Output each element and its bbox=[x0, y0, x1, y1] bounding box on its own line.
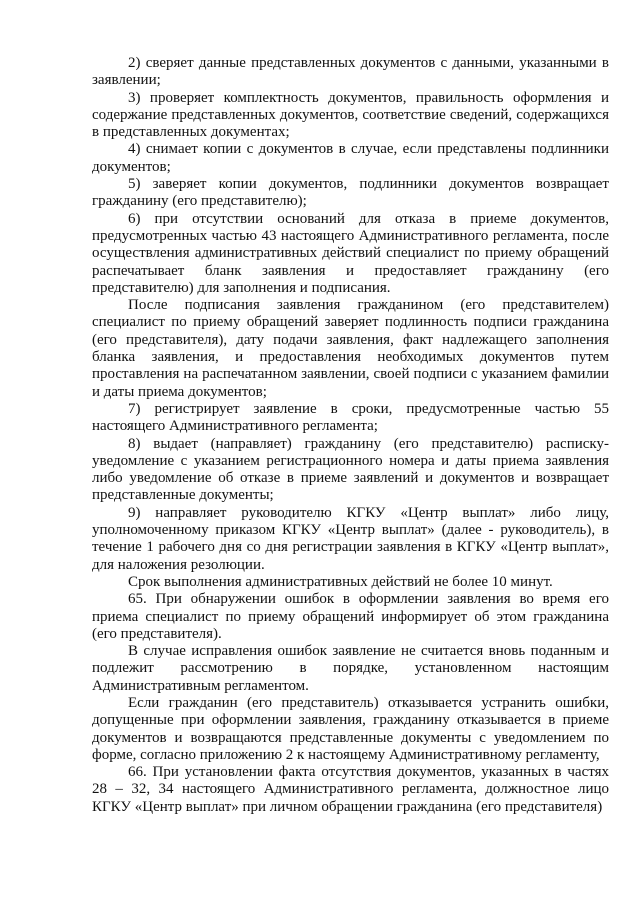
paragraph-section-66: 66. При установлении факта отсутствия документов, указанных в частях 28 – 32, 34 настоящего Административного регламента, должностное лицо КГКУ «Центр выплат» при личном обращении гражданина (его представителя) bbox=[92, 764, 609, 815]
paragraph-item-2: 2) сверяет данные представленных документов с данными, указанными в заявлении; bbox=[92, 55, 609, 89]
paragraph-error-correction: В случае исправления ошибок заявление не считается вновь поданным и подлежит рассмотрению в порядке, установленном настоящим Административным регламентом. bbox=[92, 643, 609, 694]
paragraph-item-5: 5) заверяет копии документов, подлинники документов возвращает гражданину (его представителю); bbox=[92, 176, 609, 210]
paragraph-deadline: Срок выполнения административных действий не более 10 минут. bbox=[128, 573, 553, 590]
paragraph-section-65: 65. При обнаружении ошибок в оформлении заявления во время его приема специалист по приему обращений информирует об этом гражданина (его представителя). bbox=[92, 591, 609, 642]
paragraph-item-4: 4) снимает копии с документов в случае, если представлены подлинники документов; bbox=[92, 141, 609, 175]
paragraph-item-6: 6) при отсутствии оснований для отказа в приеме документов, предусмотренных частью 43 настоящего Административного регламента, после осуществления административных действий специалист по приему обращений распечатывает бланк заявления и предоставляет гражданину (его представителю) для заполнения и подписания. bbox=[92, 210, 609, 296]
document-body bbox=[92, 55, 609, 816]
paragraph-item-3: 3) проверяет комплектность документов, правильность оформления и содержание представленных документов, соответствие сведений, содержащихся в представленных документах; bbox=[92, 89, 609, 141]
paragraph-item-8: 8) выдает (направляет) гражданину (его представителю) расписку-уведомление с указанием регистрационного номера и даты приема заявления либо уведомление об отказе в приеме заявлений и документов и возвращает представленные документы; bbox=[92, 435, 609, 504]
paragraph-item-9: 9) направляет руководителю КГКУ «Центр выплат» либо лицу, уполномоченному приказом КГКУ «Центр выплат» (далее - руководитель), в течение 1 рабочего дня со дня регистрации заявления в КГКУ «Центр выплат», для наложения резолюции. bbox=[92, 504, 609, 573]
paragraph-item-7: 7) регистрирует заявление в сроки, предусмотренные частью 55 настоящего Административного регламента; bbox=[92, 400, 609, 435]
paragraph-refusal: Если гражданин (его представитель) отказывается устранить ошибки, допущенные при оформлении заявления, гражданину отказывается в приеме документов и возвращаются представленные документы с уведомлением по форме, согласно приложению 2 к настоящему Административному регламенту, bbox=[92, 694, 609, 763]
paragraph-after-signing: После подписания заявления гражданином (его представителем) специалист по приему обращений заверяет подлинность подписи гражданина (его представителя), дату подачи заявления, факт надлежащего заполнения бланка заявления, и предоставления необходимых документов путем проставления на распечатанном заявлении, своей подписи с указанием фамилии и даты приема документов; bbox=[92, 297, 609, 400]
